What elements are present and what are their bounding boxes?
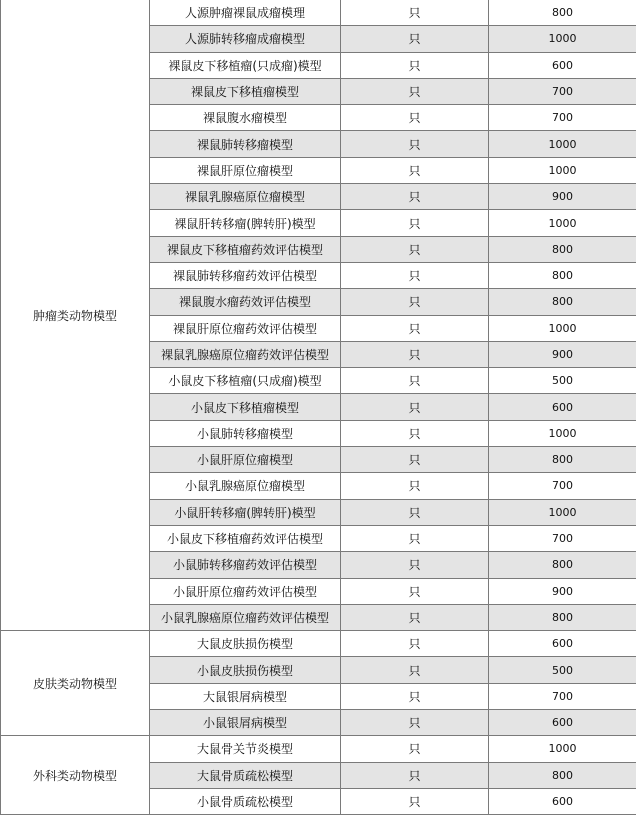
model-name-cell: 人源肿瘤裸鼠成瘤模理 <box>150 0 341 26</box>
unit-cell: 只 <box>341 184 489 210</box>
price-cell: 800 <box>489 289 636 315</box>
unit-cell: 只 <box>341 473 489 499</box>
model-name-cell: 大鼠皮肤损伤模型 <box>150 631 341 657</box>
unit-cell: 只 <box>341 52 489 78</box>
category-cell: 肿瘤类动物模型 <box>1 0 150 631</box>
model-name-cell: 裸鼠乳腺癌原位瘤模型 <box>150 184 341 210</box>
model-name-cell: 裸鼠皮下移植瘤(只成瘤)模型 <box>150 52 341 78</box>
price-cell: 800 <box>489 262 636 288</box>
model-name-cell: 裸鼠皮下移植瘤模型 <box>150 78 341 104</box>
unit-cell: 只 <box>341 105 489 131</box>
price-cell: 500 <box>489 368 636 394</box>
model-name-cell: 人源肺转移瘤成瘤模型 <box>150 26 341 52</box>
table-row <box>1 0 636 26</box>
unit-cell: 只 <box>341 710 489 736</box>
model-name-cell: 小鼠乳腺癌原位瘤模型 <box>150 473 341 499</box>
price-cell: 700 <box>489 473 636 499</box>
price-cell: 600 <box>489 788 636 814</box>
price-cell: 1000 <box>489 499 636 525</box>
model-name-cell: 小鼠皮肤损伤模型 <box>150 657 341 683</box>
unit-cell: 只 <box>341 236 489 262</box>
price-cell: 600 <box>489 631 636 657</box>
unit-cell: 只 <box>341 394 489 420</box>
unit-cell: 只 <box>341 210 489 236</box>
unit-cell: 只 <box>341 525 489 551</box>
table-row <box>1 736 636 762</box>
model-name-cell: 裸鼠乳腺癌原位瘤药效评估模型 <box>150 341 341 367</box>
model-name-cell: 小鼠骨质疏松模型 <box>150 788 341 814</box>
model-name-cell: 大鼠银屑病模型 <box>150 683 341 709</box>
price-cell: 800 <box>489 447 636 473</box>
table-row <box>1 631 636 657</box>
model-name-cell: 裸鼠肝原位瘤药效评估模型 <box>150 315 341 341</box>
unit-cell: 只 <box>341 368 489 394</box>
unit-cell: 只 <box>341 604 489 630</box>
price-cell: 1000 <box>489 26 636 52</box>
price-cell: 900 <box>489 341 636 367</box>
price-cell: 700 <box>489 78 636 104</box>
model-name-cell: 小鼠肺转移瘤模型 <box>150 420 341 446</box>
model-name-cell: 裸鼠肺转移瘤药效评估模型 <box>150 262 341 288</box>
unit-cell: 只 <box>341 131 489 157</box>
price-cell: 900 <box>489 184 636 210</box>
price-cell: 800 <box>489 236 636 262</box>
price-cell: 800 <box>489 0 636 26</box>
unit-cell: 只 <box>341 447 489 473</box>
model-name-cell: 小鼠银屑病模型 <box>150 710 341 736</box>
price-cell: 800 <box>489 604 636 630</box>
unit-cell: 只 <box>341 420 489 446</box>
model-name-cell: 小鼠肝原位瘤药效评估模型 <box>150 578 341 604</box>
price-cell: 900 <box>489 578 636 604</box>
unit-cell: 只 <box>341 631 489 657</box>
model-name-cell: 裸鼠腹水瘤药效评估模型 <box>150 289 341 315</box>
model-name-cell: 裸鼠肺转移瘤模型 <box>150 131 341 157</box>
table-body <box>1 0 636 815</box>
model-name-cell: 小鼠皮下移植瘤药效评估模型 <box>150 525 341 551</box>
price-cell: 700 <box>489 525 636 551</box>
unit-cell: 只 <box>341 315 489 341</box>
price-cell: 1000 <box>489 736 636 762</box>
unit-cell: 只 <box>341 289 489 315</box>
unit-cell: 只 <box>341 262 489 288</box>
model-name-cell: 小鼠肝转移瘤(脾转肝)模型 <box>150 499 341 525</box>
unit-cell: 只 <box>341 657 489 683</box>
unit-cell: 只 <box>341 157 489 183</box>
category-cell: 外科类动物模型 <box>1 736 150 815</box>
price-cell: 1000 <box>489 210 636 236</box>
model-name-cell: 裸鼠腹水瘤模型 <box>150 105 341 131</box>
unit-cell: 只 <box>341 341 489 367</box>
price-cell: 1000 <box>489 315 636 341</box>
price-cell: 800 <box>489 552 636 578</box>
model-name-cell: 小鼠肝原位瘤模型 <box>150 447 341 473</box>
price-cell: 1000 <box>489 131 636 157</box>
unit-cell: 只 <box>341 78 489 104</box>
price-cell: 500 <box>489 657 636 683</box>
price-cell: 600 <box>489 52 636 78</box>
model-name-cell: 裸鼠肝转移瘤(脾转肝)模型 <box>150 210 341 236</box>
category-cell: 皮肤类动物模型 <box>1 631 150 736</box>
unit-cell: 只 <box>341 552 489 578</box>
unit-cell: 只 <box>341 683 489 709</box>
unit-cell: 只 <box>341 578 489 604</box>
price-cell: 1000 <box>489 157 636 183</box>
model-name-cell: 大鼠骨关节炎模型 <box>150 736 341 762</box>
unit-cell: 只 <box>341 26 489 52</box>
price-cell: 1000 <box>489 420 636 446</box>
price-cell: 700 <box>489 683 636 709</box>
unit-cell: 只 <box>341 499 489 525</box>
unit-cell: 只 <box>341 762 489 788</box>
model-name-cell: 裸鼠肝原位瘤模型 <box>150 157 341 183</box>
price-cell: 800 <box>489 762 636 788</box>
price-cell: 700 <box>489 105 636 131</box>
unit-cell: 只 <box>341 736 489 762</box>
model-name-cell: 小鼠乳腺癌原位瘤药效评估模型 <box>150 604 341 630</box>
price-cell: 600 <box>489 710 636 736</box>
model-name-cell: 小鼠皮下移植瘤(只成瘤)模型 <box>150 368 341 394</box>
model-name-cell: 大鼠骨质疏松模型 <box>150 762 341 788</box>
model-name-cell: 小鼠皮下移植瘤模型 <box>150 394 341 420</box>
model-name-cell: 小鼠肺转移瘤药效评估模型 <box>150 552 341 578</box>
unit-cell: 只 <box>341 0 489 26</box>
unit-cell: 只 <box>341 788 489 814</box>
model-name-cell: 裸鼠皮下移植瘤药效评估模型 <box>150 236 341 262</box>
price-cell: 600 <box>489 394 636 420</box>
